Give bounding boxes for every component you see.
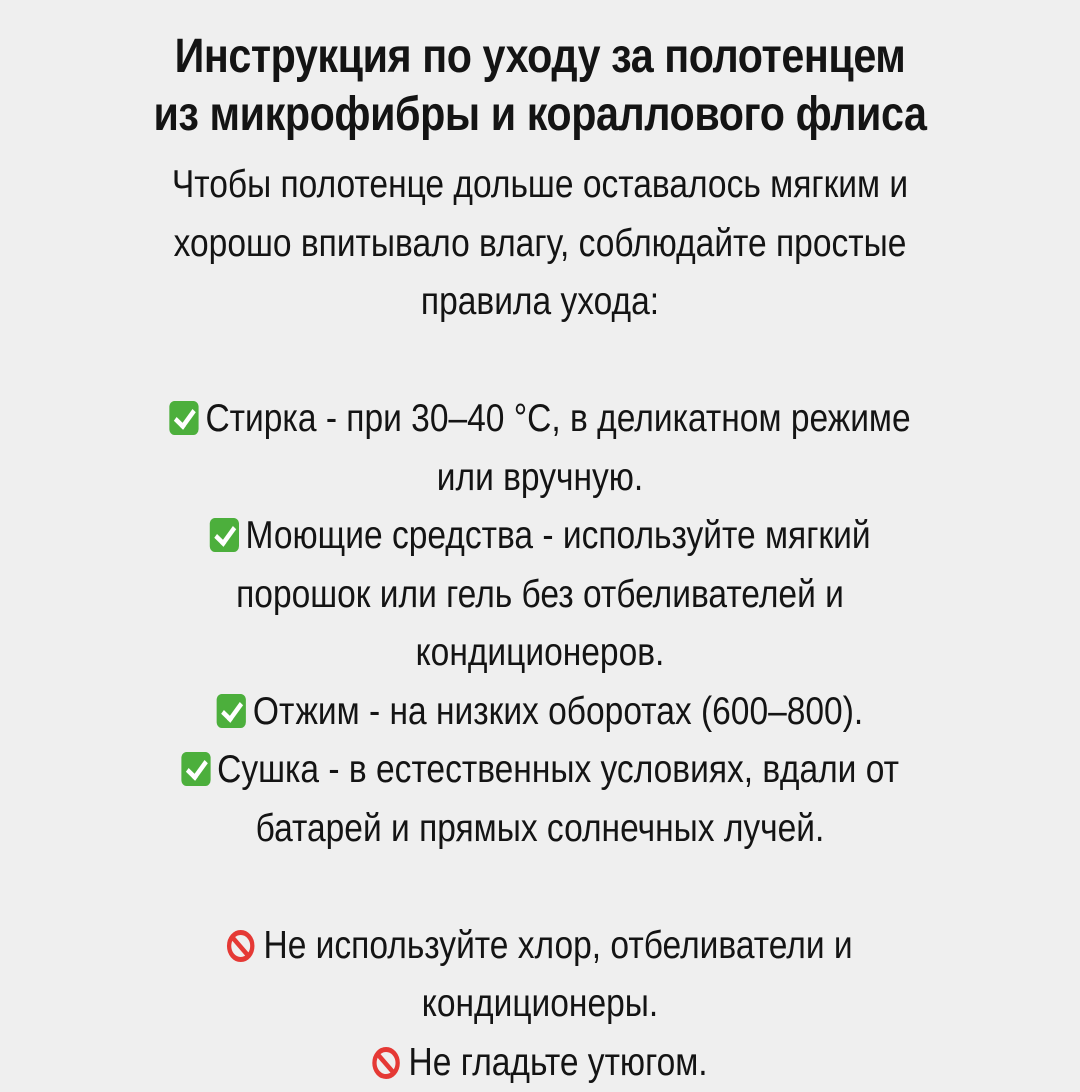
care-item-text: Сушка - в естественных условиях, вдали от [217, 748, 899, 791]
care-item-text: порошок или гель без отбеливателей и [76, 566, 1005, 625]
check-icon [209, 518, 238, 552]
intro-paragraph [76, 156, 1005, 332]
care-item-text: Стирка - при 30–40 °С, в деликатном режиме [205, 397, 910, 440]
check-icon [169, 401, 198, 435]
check-icon [217, 694, 246, 728]
prohibited-icon [227, 930, 255, 962]
check-icon [181, 752, 210, 786]
care-item-spin [76, 683, 1005, 742]
care-item-washing [76, 390, 1005, 507]
warning-text: кондиционеры. [76, 975, 1005, 1034]
warning-item-ironing [76, 1034, 1005, 1092]
warning-item-chemicals [76, 917, 1005, 1034]
spacer [76, 332, 1005, 391]
care-item-text: кондиционеров. [76, 624, 1005, 683]
care-item-text: Отжим - на низких оборотах (600–800). [253, 690, 863, 733]
intro-line: правила ухода: [76, 273, 1005, 332]
title-line-1: Инструкция по уходу за полотенцем [76, 28, 1005, 86]
care-item-text: Моющие средства - используйте мягкий [246, 514, 871, 557]
care-item-detergents [76, 507, 1005, 683]
care-item-text: или вручную. [76, 449, 1005, 508]
spacer [76, 858, 1005, 917]
title-line-2: из микрофибры и кораллового флиса [76, 86, 1005, 144]
care-item-text: батарей и прямых солнечных лучей. [76, 800, 1005, 859]
warning-text: Не гладьте утюгом. [409, 1041, 708, 1084]
instructions-body [76, 156, 1005, 1092]
intro-line: Чтобы полотенце дольше оставалось мягким и [76, 156, 1005, 215]
intro-line: хорошо впитывало влагу, соблюдайте простые [76, 215, 1005, 274]
care-item-drying [76, 741, 1005, 858]
warning-text: Не используйте хлор, отбеливатели и [263, 924, 852, 967]
page-title [76, 28, 1005, 144]
prohibited-icon [372, 1047, 400, 1079]
